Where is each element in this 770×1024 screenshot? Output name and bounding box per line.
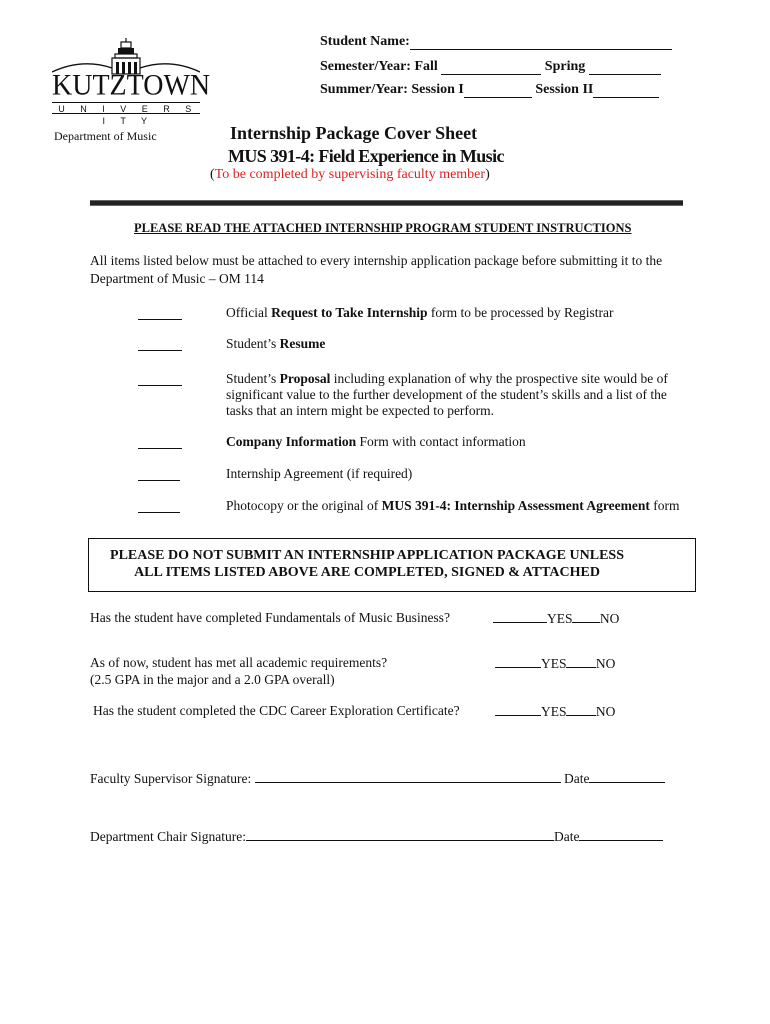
logo-wordmark: KUTZTOWN (52, 69, 211, 102)
instructions-banner: PLEASE READ THE ATTACHED INTERNSHIP PROGRAM STUDENT INSTRUCTIONS (134, 221, 632, 235)
no-label: NO (599, 611, 620, 626)
divider-rule (90, 200, 683, 206)
question-academic-line1: As of now, student has met all academic requirements? (90, 655, 388, 670)
yes-label: YES (541, 704, 567, 719)
session1-field[interactable] (464, 83, 532, 98)
yes-label: YES (547, 611, 573, 626)
no-blank[interactable] (566, 654, 596, 668)
department-label: Department of Music (54, 129, 157, 143)
checklist-text: Official Request to Take Internship form to be processed by Registrar (226, 305, 614, 320)
summer-row (320, 82, 659, 98)
checklist-text: Internship Agreement (if required) (226, 466, 413, 481)
checklist-text: Student’s Resume (226, 336, 326, 351)
kutztown-logo (52, 38, 211, 126)
question-cdc: Has the student completed the CDC Career Exploration Certificate? (93, 703, 460, 718)
chair-date-field[interactable] (579, 827, 663, 841)
student-name-label: Student Name: (320, 34, 410, 49)
warning-line-1: PLEASE DO NOT SUBMIT AN INTERNSHIP APPLICATION PACKAGE UNLESS (110, 548, 624, 563)
checklist-blank[interactable] (138, 371, 182, 386)
checklist-blank[interactable] (138, 498, 180, 513)
yes-blank[interactable] (493, 609, 547, 623)
checklist-text: Student’s Proposal including explanation of why the prospective site would be of significant value to the further development of the student’s skills and a list of the tasks that an intern might be expected to perform. (226, 371, 668, 418)
no-label: NO (595, 656, 616, 671)
note-open-paren: ( (210, 167, 215, 182)
student-name-field[interactable] (410, 35, 672, 50)
yes-label: YES (541, 656, 567, 671)
question-academic-line2: (2.5 GPA in the major and a 2.0 GPA overall) (90, 672, 335, 687)
warning-box (88, 538, 696, 592)
warning-line-2: ALL ITEMS LISTED ABOVE ARE COMPLETED, SIGNED & ATTACHED (134, 565, 600, 580)
no-blank[interactable] (572, 609, 600, 623)
yes-no-cdc (495, 702, 615, 720)
fall-field[interactable] (441, 60, 541, 75)
checklist-blank[interactable] (138, 305, 182, 320)
yes-no-academic (495, 654, 615, 672)
spring-label: Spring (544, 59, 586, 74)
semester-row (320, 59, 661, 75)
student-name-row (320, 34, 672, 50)
completion-note (210, 167, 490, 183)
faculty-date-field[interactable] (589, 769, 665, 783)
yes-blank[interactable] (495, 654, 541, 668)
session2-field[interactable] (593, 83, 659, 98)
question-academic (90, 654, 387, 688)
checklist-text: Company Information Form with contact information (226, 434, 526, 449)
yes-blank[interactable] (495, 702, 541, 716)
checklist-text: Photocopy or the original of MUS 391-4: Internship Assessment Agreement form (226, 498, 680, 513)
checklist-blank[interactable] (138, 434, 182, 449)
course-title: MUS 391-4: Field Experience in Music (228, 146, 504, 166)
chair-date-label: Date (553, 829, 580, 844)
faculty-signature-field[interactable] (255, 769, 561, 783)
no-label: NO (595, 704, 616, 719)
note-text: To be completed by supervising faculty member (214, 167, 486, 182)
question-fundamentals: Has the student have completed Fundamentals of Music Business? (90, 610, 450, 625)
spring-field[interactable] (589, 60, 661, 75)
chair-signature-field[interactable] (246, 827, 554, 841)
logo-subtitle: U N I V E R S I T Y (52, 102, 200, 114)
faculty-date-label: Date (563, 771, 590, 786)
summer-session1-label: Summer/Year: Session I (320, 82, 464, 97)
faculty-signature-label: Faculty Supervisor Signature: (90, 771, 252, 786)
faculty-signature-row (90, 769, 665, 787)
chair-signature-row (90, 827, 663, 845)
yes-no-fundamentals (493, 609, 619, 627)
note-close-paren: ) (485, 167, 490, 182)
page-title: Internship Package Cover Sheet (230, 123, 478, 143)
checklist-blank[interactable] (138, 466, 180, 481)
semester-fall-label: Semester/Year: Fall (320, 59, 438, 74)
chair-signature-label: Department Chair Signature: (90, 829, 246, 844)
no-blank[interactable] (566, 702, 596, 716)
checklist-blank[interactable] (138, 336, 182, 351)
session2-label: Session II (535, 82, 594, 97)
intro-paragraph: All items listed below must be attached to every internship application package before submitting it to the Department of Music – OM 114 (90, 253, 663, 286)
